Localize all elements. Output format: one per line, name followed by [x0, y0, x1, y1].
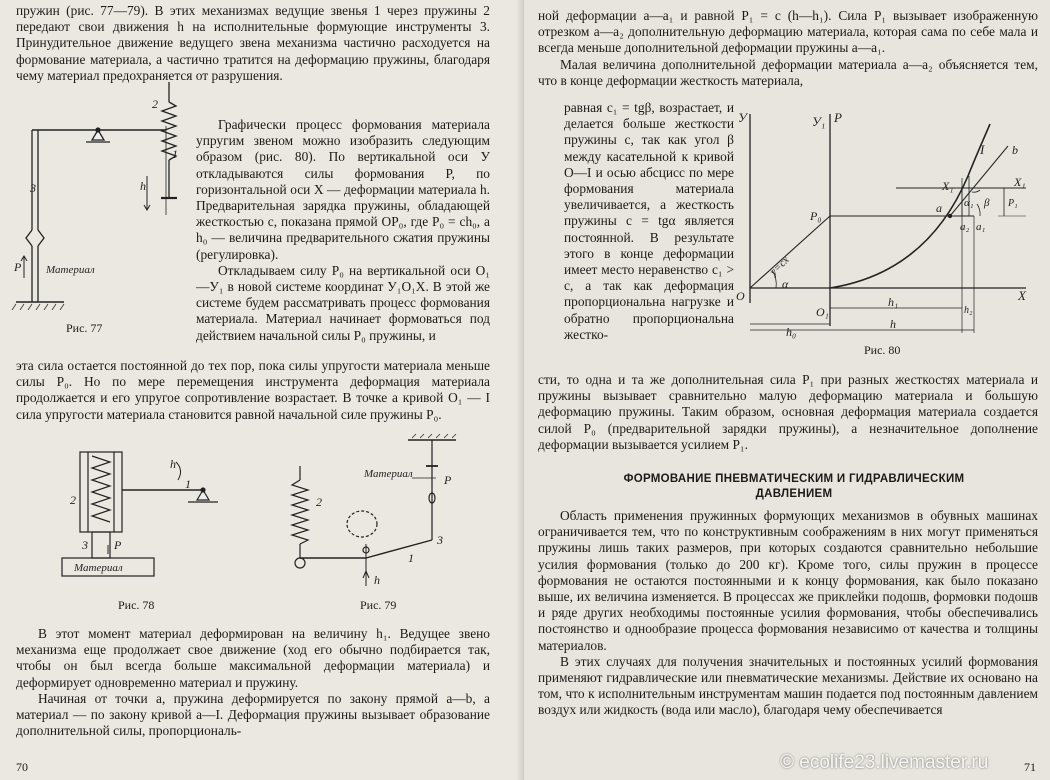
- fig78-label: Материал: [74, 562, 123, 574]
- page-number: 70: [16, 760, 28, 774]
- paragraph: Малая величина дополнительной деформации материала a—a₂ объясняется тем, что в конце деформации жесткость материала,: [538, 56, 1038, 88]
- fig80-label: a₁: [976, 221, 986, 233]
- fig80-label: У: [738, 110, 747, 125]
- fig80-label: a: [936, 201, 942, 215]
- fig78-label: 3: [82, 538, 88, 552]
- fig79-label: 2: [316, 495, 322, 509]
- right-page: [524, 0, 1050, 780]
- fig79-caption: Рис. 79: [360, 598, 397, 612]
- fig80-label: P: [834, 110, 842, 125]
- paragraph: В этих случаях для получения значительных и постоянных усилий формования применяют гидравлические или пневматические механизмы. Действие их основано на том, что к исполнительным инструментам машин подается под постоянным давлением воздух или жидкость (вода или масло), благодаря чему обеспечивается: [538, 653, 1038, 718]
- paragraph: Область применения пружинных формующих механизмов в обувных машинах ограничивается тем, что по конструктивным соображениям в них могут применяться пружины лишь таких размеров, при которых создаются сравнительно небольшие усилия формования (только до 200 кг). Кроме того, силы пружин в процессе формования не остаются постоянными и к концу формования, как было показано выше, их величина изменяется. В процессах же приклейки подошв, формовки подошв и ряде других необходимы постоянные усилия формования, чтобы обеспечивались постоянство и однообразие процесса формования независимо от качества и толщины материалов.: [538, 508, 1038, 653]
- fig80-label: O₁: [816, 305, 829, 319]
- paragraph: Графически процесс формования материала упругим звеном можно изобразить следующим образом (рис. 80). По вертикальной оси У откладываются силы формования P, по горизонтальной оси X — деформации материала h. Предварительная зарядка пружины, обладающей жесткостью c, показана прямой OP₀, где P₀ = ch₀, а h₀ — величина предварительного сжатия пружины (регулировка).: [196, 117, 490, 262]
- fig79-label: Материал: [364, 468, 413, 480]
- section-heading: ФОРМОВАНИЕ ПНЕВМАТИЧЕСКИМ И ГИДРАВЛИЧЕСКИМ ДАВЛЕНИЕМ: [623, 473, 965, 500]
- fig79-label: P: [444, 473, 452, 487]
- fig80-label: X: [1018, 288, 1026, 303]
- fig77-label: h: [140, 179, 146, 193]
- fig77-label: Материал: [46, 264, 95, 276]
- fig80-label: X₁: [942, 179, 954, 193]
- fig80-label: X₁: [1014, 175, 1026, 189]
- left-page: [0, 0, 524, 780]
- fig80-label: h: [890, 317, 896, 331]
- paragraph: Откладываем силу P₀ на вертикальной оси O₁—У₁ в новой системе координат У₁O₁X. В этой же системе будем рассматривать процесс формования материала. Материал начинает формоваться под действием начальной силы P₀ пружины, и: [196, 262, 490, 343]
- right-text-bottom: [538, 508, 1038, 719]
- fig79-label: h: [374, 573, 380, 587]
- fig77-label: 3: [30, 181, 36, 195]
- fig80-label: h₂: [964, 305, 973, 316]
- right-text-side: [564, 100, 734, 343]
- fig80-label: b: [1012, 143, 1018, 157]
- paragraph: эта сила остается постоянной до тех пор, пока силы упругости материала меньше силы P₀. Но по мере перемещения инструмента деформация материала продолжается и его упругое сопротивление возрастает. В точке a кривой O₁ — I сила упругости материала становится равной начальной силе пружины P₀.: [16, 358, 490, 422]
- fig80-label: У₁: [812, 114, 826, 129]
- paragraph: равная c₁ = tgβ, возрастает, и делается больше жесткости пружины c, так как угол β между касательной к кривой O—I и осью абсцисс по мере формования материала увеличивается, а жесткость пружины c = tgα является постоянной. В результате этого в конце деформации имеет место неравенство c₁ > c, а так как деформация пропорциональна нагрузке и обратно пропорциональна жестко-: [564, 100, 734, 342]
- fig77-label: 2: [152, 97, 158, 111]
- fig80-label: h₀: [786, 325, 797, 339]
- fig78-label: h: [170, 457, 176, 471]
- left-text-mid: [16, 358, 490, 423]
- fig79-label: 3: [437, 533, 443, 547]
- fig80-label: α: [782, 277, 789, 291]
- page-number: 71: [1024, 760, 1036, 774]
- watermark: © ecolife23.livemaster.ru: [780, 752, 989, 773]
- paragraph: ной деформации a—a₁ и равной P₁ = c (h—h₁). Сила P₁ вызывает изображенную отрезком a—a₂ дополнительную деформацию материала, которая сама по себе мала и всегда меньше дополнительной деформации пружины a—a₁.: [538, 8, 1038, 56]
- left-text-top: [16, 3, 490, 84]
- fig77-label: P: [14, 260, 22, 274]
- fig78-label: 2: [70, 493, 76, 507]
- fig80-label: P₁: [1008, 198, 1018, 209]
- fig80-label: O: [736, 289, 745, 303]
- fig77-caption: Рис. 77: [66, 321, 103, 335]
- paragraph: пружин (рис. 77—79). В этих механизмах ведущие звенья 1 через пружины 2 передают свои движения h на исполнительные формующие инструменты 3. Принудительное движение ведущего звена механизма частично расходуется на формование материала, а частично тратится на деформацию пружины, благодаря чему материал предохраняется от разрушения.: [16, 3, 490, 83]
- figure-79: [286, 438, 462, 598]
- figure-80: [736, 108, 1032, 344]
- fig80-label: y=cx: [767, 254, 792, 279]
- fig78-label: 1: [185, 477, 191, 491]
- paragraph: сти, то одна и та же дополнительная сила P₁ при разных жесткостях материала и пружины вызывает сравнительно малую деформацию материала и большую деформацию пружины. Таким образом, основная деформация материала создается силой P₀ (предварительной зарядки пружины), а незначительное дополнение деформации вызывается усилием P₁.: [538, 372, 1038, 452]
- fig80-label: α₁: [964, 197, 974, 209]
- fig78-caption: Рис. 78: [118, 598, 155, 612]
- fig77-label: 1: [172, 147, 178, 161]
- right-text-mid: [538, 372, 1038, 453]
- paragraph: Начиная от точки a, пружина деформируется по закону прямой a—b, а материал — по закону кривой a—I. Деформация пружины вызывает образование дополнительной силы, пропорциональ-: [16, 690, 490, 739]
- fig78-label: P: [114, 538, 122, 552]
- left-text-side: [196, 117, 490, 344]
- fig80-label: a₂: [960, 221, 970, 233]
- fig80-caption: Рис. 80: [864, 343, 901, 357]
- fig80-label: I: [980, 142, 985, 157]
- right-text-top: [538, 8, 1038, 89]
- fig80-label: P₀: [810, 209, 822, 223]
- paragraph: В этот момент материал деформирован на величину h₁. Ведущее звено механизма еще продолжает свое движение (ход его обычно подбирается так, чтобы он был всегда больше максимальной деформации материала) и деформирует одновременно материал и пружину.: [16, 626, 490, 690]
- figure-78: [68, 450, 228, 578]
- fig80-label: β: [984, 197, 990, 209]
- fig79-label: 1: [408, 551, 414, 565]
- left-text-bottom: [16, 626, 490, 739]
- figure-77: [14, 80, 190, 312]
- fig80-label: h₁: [888, 295, 899, 309]
